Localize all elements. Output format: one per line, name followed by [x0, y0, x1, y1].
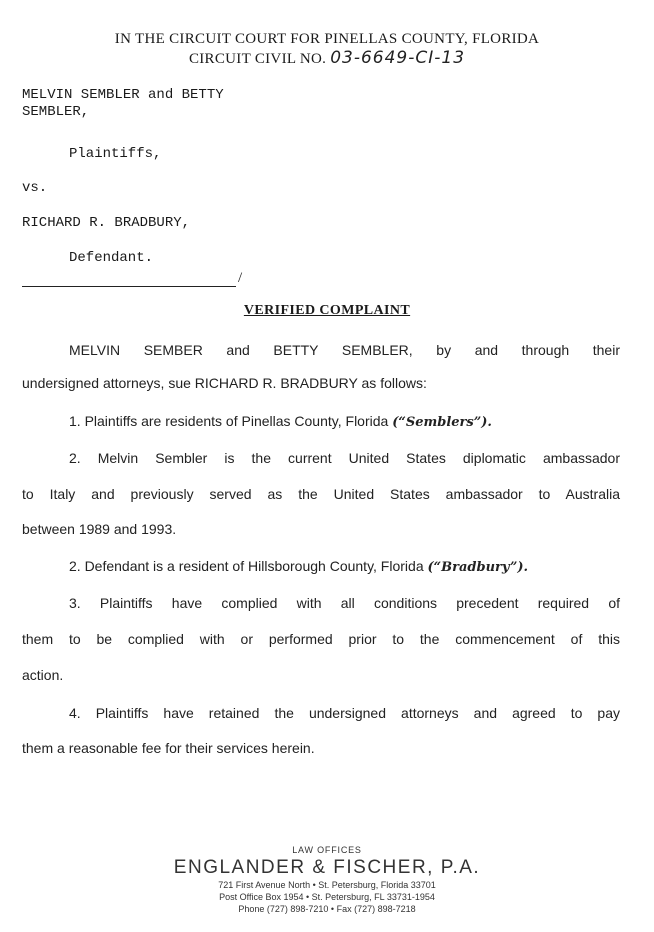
document-title: VERIFIED COMPLAINT [243, 303, 411, 318]
defined-term-bradbury: (“Bradbury”). [427, 560, 529, 575]
plaintiffs-names [22, 87, 322, 121]
paragraph-1-text: 1. Plaintiffs are residents of Pinellas County, Florida [69, 413, 389, 429]
handwritten-case-number: 03-6649-CI-13 [330, 48, 466, 68]
paragraph-2-line3: between 1989 and 1993. [22, 521, 177, 537]
paragraph-1 [69, 413, 629, 430]
case-number-label: CIRCUIT CIVIL NO. [188, 51, 327, 67]
case-number-line [0, 48, 654, 68]
paragraph-4-line1: 3. Plaintiffs have complied with all conditions precedent required of [69, 595, 620, 611]
defendant-label: Defendant. [69, 250, 154, 266]
paragraph-3 [69, 558, 629, 575]
firm-address-line2: Post Office Box 1954 • St. Petersburg, FL 33731-1954 [219, 892, 435, 902]
plaintiffs-names-line1: MELVIN SEMBLER and BETTY [22, 87, 224, 103]
footer-label: LAW OFFICES [292, 845, 362, 855]
paragraph-3-text: 2. Defendant is a resident of Hillsborough County, Florida [69, 558, 424, 574]
plaintiffs-label: Plaintiffs, [69, 146, 162, 162]
intro-line1: MELVIN SEMBER and BETTY SEMBLER, by and through their [69, 342, 620, 358]
caption-rule [22, 286, 236, 287]
versus-label: vs. [22, 180, 48, 196]
paragraph-4-line2: them to be complied with or performed prior to the commencement of this [22, 631, 620, 647]
caption-rule-end: / [238, 270, 243, 286]
firm-address-line3: Phone (727) 898-7210 • Fax (727) 898-7218 [238, 904, 416, 914]
paragraph-4-line3: action. [22, 667, 64, 683]
plaintiffs-names-line2: SEMBLER, [22, 104, 90, 120]
intro-line2: undersigned attorneys, sue RICHARD R. BRADBURY as follows: [22, 375, 427, 391]
paragraph-5-line2: them a reasonable fee for their services herein. [22, 740, 315, 756]
firm-name: ENGLANDER & FISCHER, P.A. [173, 857, 481, 878]
paragraph-2-line1: 2. Melvin Sembler is the current United States diplomatic ambassador [69, 450, 620, 466]
defendant-name: RICHARD R. BRADBURY, [22, 215, 191, 231]
paragraph-2-line2: to Italy and previously served as the United States ambassador to Australia [22, 486, 620, 502]
court-heading: IN THE CIRCUIT COURT FOR PINELLAS COUNTY, FLORIDA [114, 31, 540, 47]
defined-term-semblers: (“Semblers”). [392, 415, 492, 430]
firm-address-line1: 721 First Avenue North • St. Petersburg, Florida 33701 [218, 880, 436, 890]
paragraph-5-line1: 4. Plaintiffs have retained the undersigned attorneys and agreed to pay [69, 705, 620, 721]
